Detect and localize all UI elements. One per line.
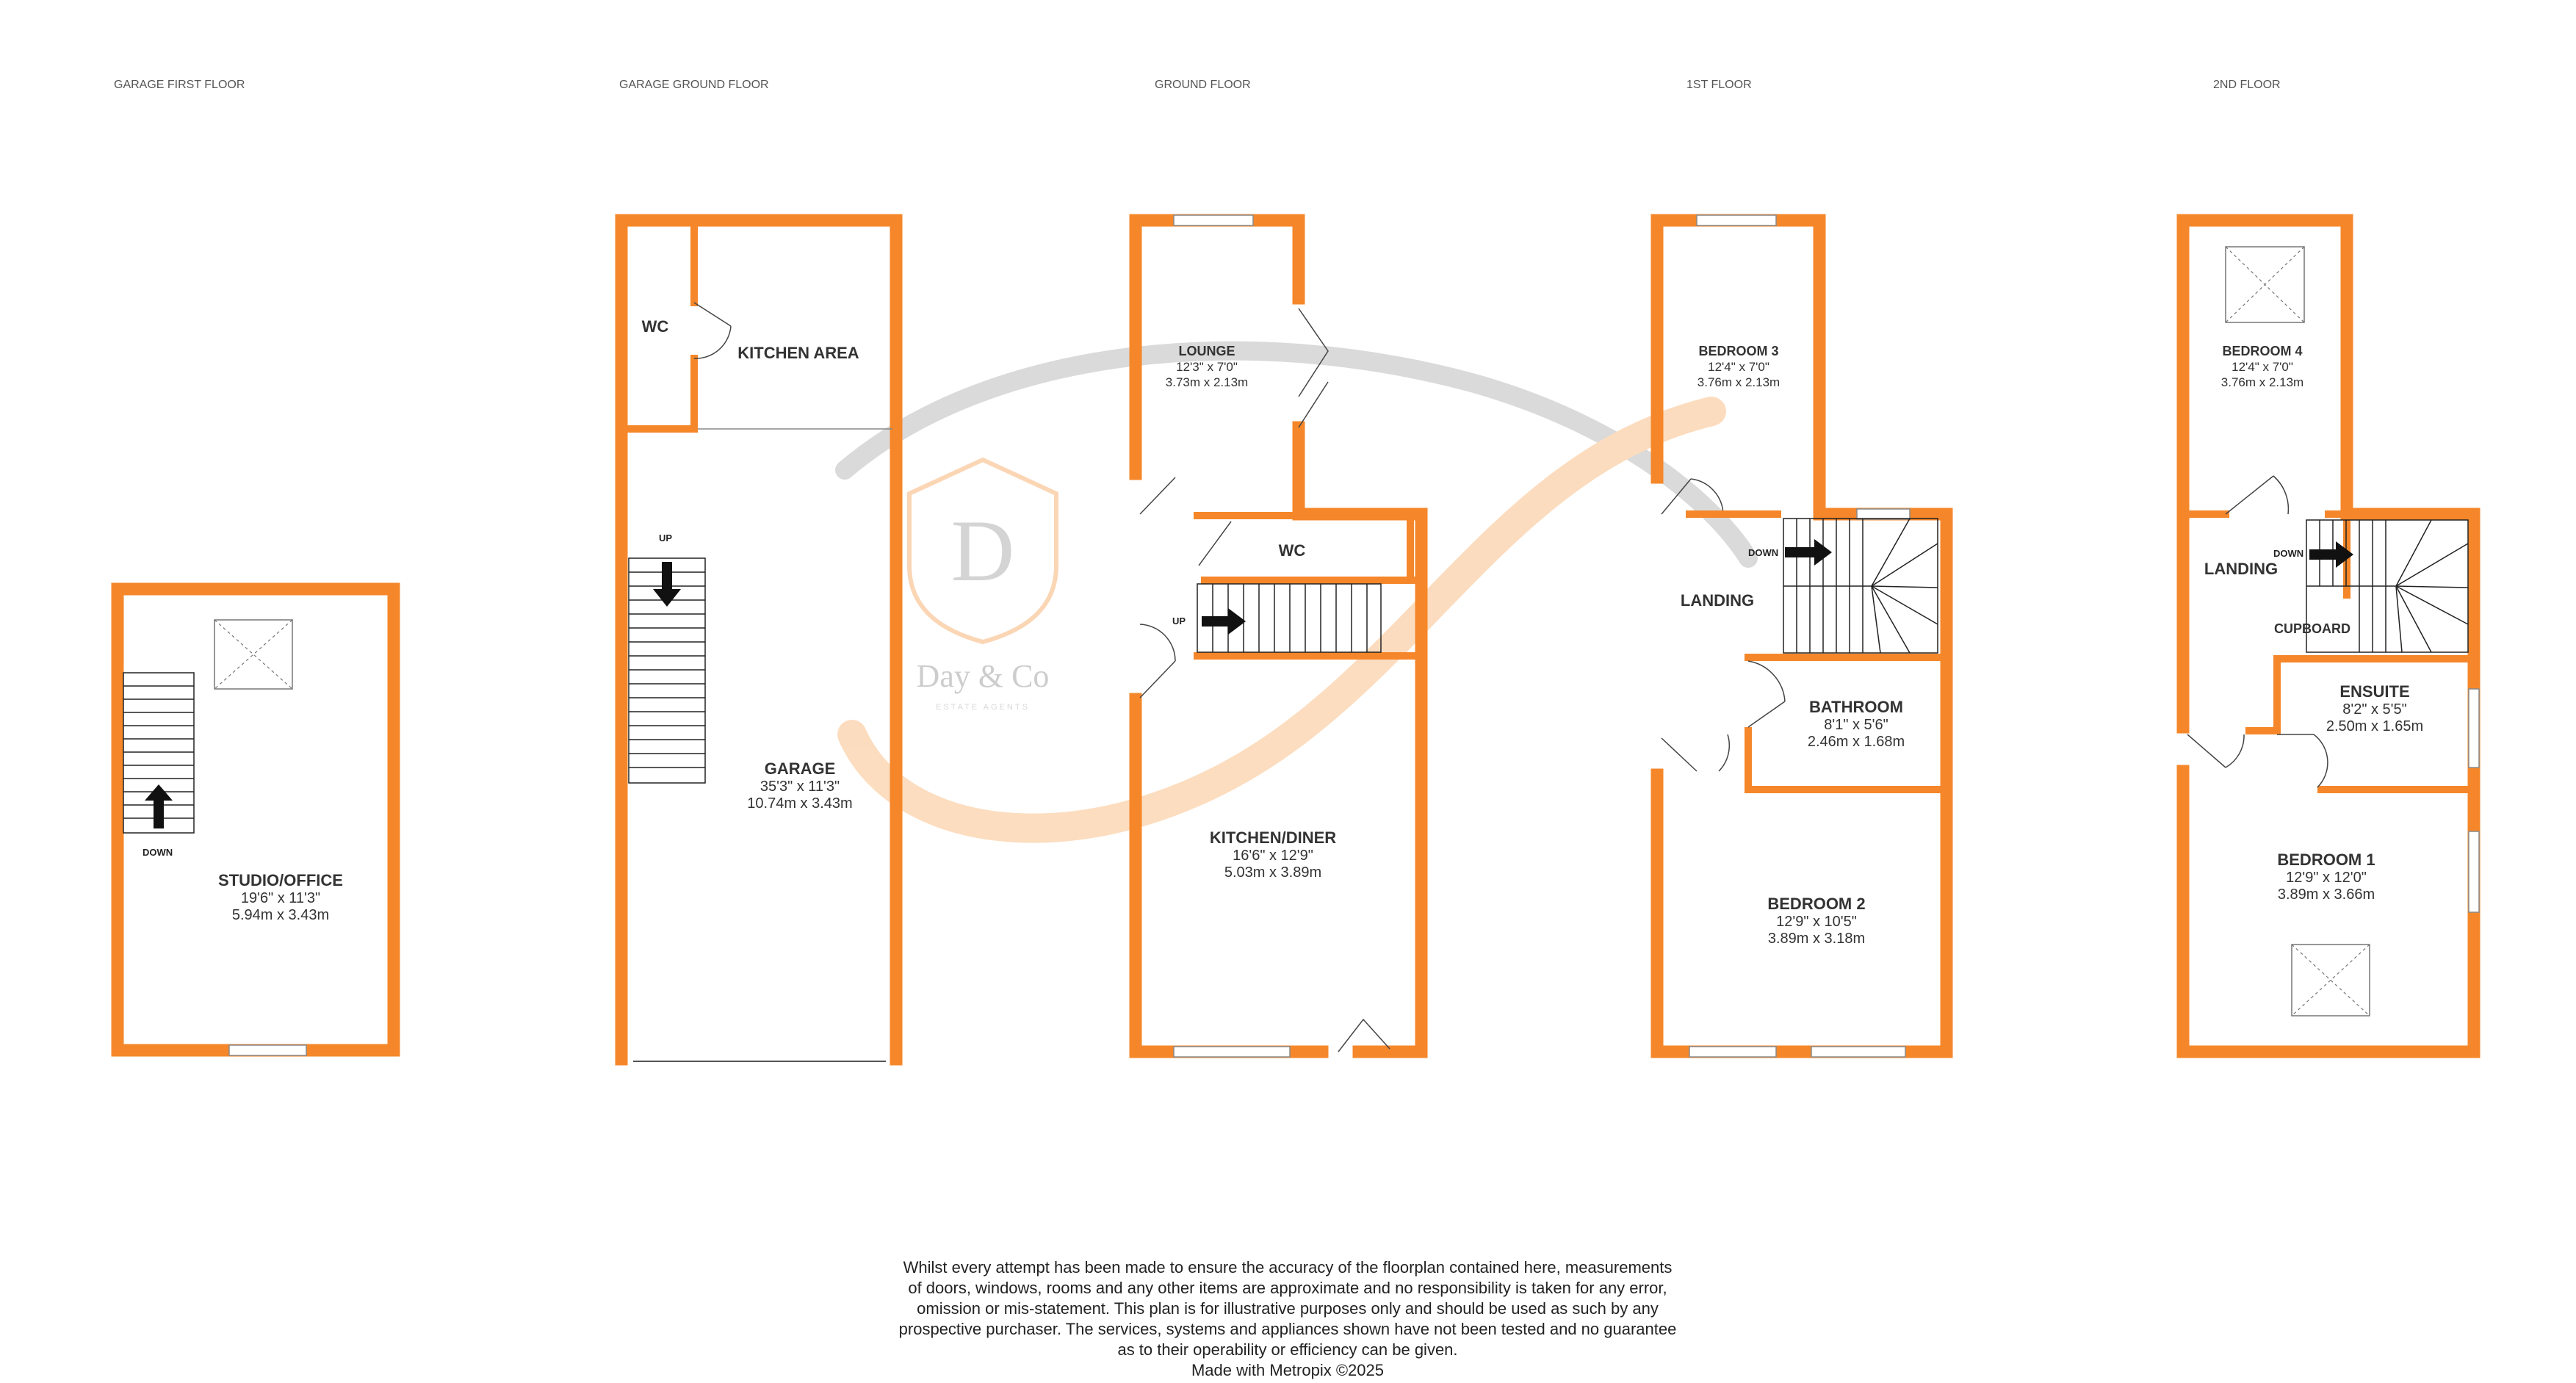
- floor-title-ground: GROUND FLOOR: [1155, 79, 1251, 91]
- stair-arrow-icon: [1202, 608, 1246, 635]
- room-dims-metric-bedroom3: 3.76m x 2.13m: [1697, 375, 1781, 389]
- door-arc: [694, 303, 731, 358]
- room-dims-metric-ensuite: 2.50m x 1.65m: [2326, 718, 2424, 734]
- skylight: [2292, 945, 2370, 1016]
- room-name-bedroom3: BEDROOM 3: [1698, 344, 1779, 358]
- room-name-landing: LANDING: [2204, 560, 2279, 578]
- window: [229, 1045, 306, 1055]
- watermark-name: Day & Co: [916, 658, 1050, 694]
- room-dims-imperial-bedroom3: 12'4" x 7'0": [1708, 360, 1769, 374]
- door-arc: [2226, 476, 2288, 514]
- disclaimer-line: prospective purchaser. The services, systems and appliances shown have not been tested and no guarantee: [898, 1320, 1677, 1338]
- window: [2469, 689, 2479, 768]
- stair-arrow-icon: [1785, 539, 1832, 566]
- plan-first-floor: [1657, 215, 1947, 1057]
- room-name-garage: GARAGE: [764, 759, 836, 778]
- room-dims-metric-lounge: 3.73m x 2.13m: [1165, 375, 1249, 389]
- room-dims-imperial-bedroom1: 12'9" x 12'0": [2286, 870, 2367, 886]
- stair-label-up: UP: [659, 532, 673, 544]
- room-dims-metric-kitchen-diner: 5.03m x 3.89m: [1224, 864, 1322, 881]
- room-name-kitchen-diner: KITCHEN/DINER: [1209, 828, 1337, 847]
- disclaimer-line: omission or mis-statement. This plan is for illustrative purposes only and should be used as such by any: [917, 1299, 1659, 1318]
- stair-label-down: DOWN: [142, 847, 173, 858]
- room-dims-metric-bathroom: 2.46m x 1.68m: [1807, 734, 1905, 750]
- room-name-bedroom4: BEDROOM 4: [2222, 344, 2303, 358]
- room-dims-metric-studio: 5.94m x 3.43m: [231, 907, 330, 923]
- door-arc: [2277, 734, 2328, 787]
- room-dims-imperial-bedroom4: 12'4" x 7'0": [2232, 360, 2293, 374]
- floor-title-second: 2ND FLOOR: [2213, 79, 2281, 91]
- floor-title-garage-ground: GARAGE GROUND FLOOR: [619, 79, 769, 91]
- window: [2469, 831, 2479, 912]
- room-dims-imperial-bathroom: 8'1" x 5'6": [1824, 717, 1888, 733]
- room-name-ensuite: ENSUITE: [2339, 682, 2410, 701]
- room-name-studio: STUDIO/OFFICE: [218, 871, 343, 889]
- room-dims-imperial-bedroom2: 12'9" x 10'5": [1776, 914, 1857, 930]
- room-name-bedroom1: BEDROOM 1: [2277, 851, 2375, 869]
- stair-arrow-icon: [145, 784, 173, 828]
- disclaimer-line: Whilst every attempt has been made to ensure the accuracy of the floorplan contained here, measurements: [903, 1258, 1673, 1277]
- room-dims-imperial-studio: 19'6" x 11'3": [240, 890, 321, 906]
- plan-garage-ground-floor: [621, 220, 896, 1061]
- plan-second-floor: [2183, 220, 2479, 1052]
- room-dims-metric-bedroom4: 3.76m x 2.13m: [2220, 375, 2304, 389]
- staircase: [1783, 519, 1938, 653]
- room-name-lounge: LOUNGE: [1178, 344, 1235, 358]
- room-dims-metric-garage: 10.74m x 3.43m: [747, 795, 853, 812]
- room-dims-imperial-garage: 35'3" x 11'3": [760, 779, 840, 795]
- stair-label-down: DOWN: [2273, 548, 2304, 559]
- stair-label-up: UP: [1172, 615, 1186, 626]
- room-dims-imperial-kitchen-diner: 16'6" x 12'9": [1233, 848, 1313, 864]
- floor-title-first: 1ST FLOOR: [1686, 79, 1752, 91]
- watermark-orange-swoosh: [852, 411, 1711, 828]
- window: [1174, 215, 1253, 225]
- room-name-bathroom: BATHROOM: [1809, 698, 1903, 716]
- window: [1857, 509, 1910, 519]
- window: [1689, 1047, 1776, 1057]
- floor-title-garage-first: GARAGE FIRST FLOOR: [114, 79, 245, 91]
- door-arc: [1748, 661, 1785, 727]
- door-arc: [2187, 734, 2244, 768]
- room-dims-metric-bedroom2: 3.89m x 3.18m: [1767, 931, 1866, 947]
- disclaimer-line: as to their operability or efficiency can be given.: [1117, 1340, 1458, 1359]
- window: [1811, 1047, 1905, 1057]
- room-dims-metric-bedroom1: 3.89m x 3.66m: [2277, 887, 2375, 903]
- room-dims-imperial-lounge: 12'3" x 7'0": [1176, 360, 1238, 374]
- watermark-letter: D: [950, 502, 1015, 599]
- door-arc: [1662, 734, 1729, 771]
- plan-garage-first-floor: [118, 589, 394, 1055]
- disclaimer-credit: Made with Metropix ©2025: [1191, 1361, 1384, 1379]
- door-arc: [1140, 477, 1175, 698]
- room-name-landing: LANDING: [1680, 591, 1755, 610]
- stair-label-down: DOWN: [1748, 547, 1779, 558]
- outer-walls: [1299, 427, 1421, 1052]
- skylight: [2226, 247, 2304, 322]
- room-name-kitchen-area: KITCHEN AREA: [737, 344, 859, 362]
- door-arc: [1299, 308, 1328, 427]
- window: [1697, 215, 1776, 225]
- plan-ground-floor: [1136, 215, 1421, 1057]
- watermark-tagline: ESTATE AGENTS: [936, 703, 1030, 712]
- window: [1174, 1047, 1290, 1057]
- disclaimer-line: of doors, windows, rooms and any other items are approximate and no responsibility is taken for any error,: [908, 1279, 1667, 1297]
- room-name-cupboard: CUPBOARD: [2273, 621, 2351, 636]
- room-name-bedroom2: BEDROOM 2: [1767, 895, 1866, 913]
- door-arc: [1199, 521, 1231, 566]
- disclaimer: [737, 1257, 1839, 1381]
- skylight: [214, 620, 292, 689]
- room-dims-imperial-ensuite: 8'2" x 5'5": [2342, 701, 2407, 718]
- room-name-garage-wc: WC: [641, 317, 669, 336]
- room-name-ground-wc: WC: [1278, 541, 1306, 560]
